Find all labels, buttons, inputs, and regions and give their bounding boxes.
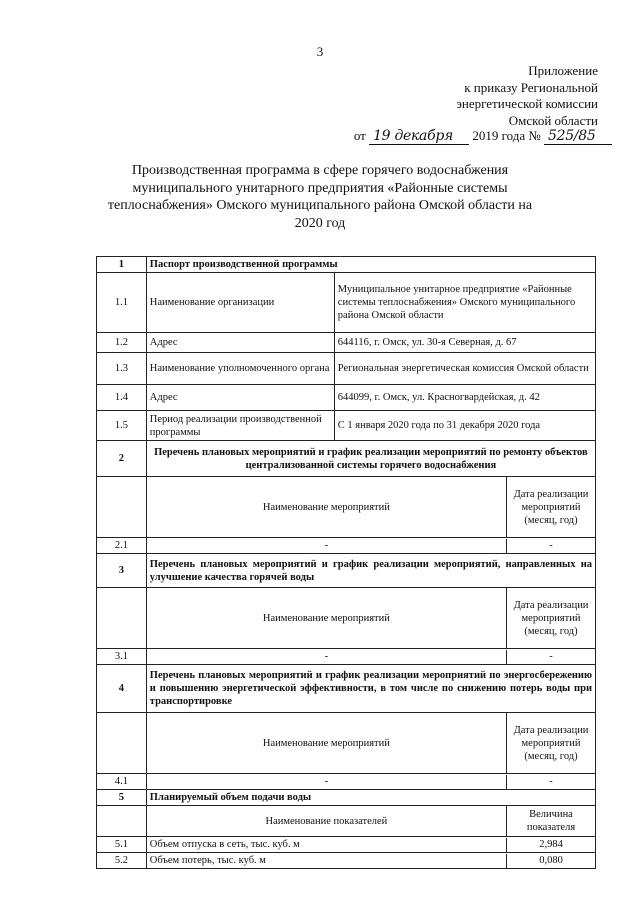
row-num: 3.1	[97, 649, 147, 665]
row-num: 1.2	[97, 333, 147, 353]
row-num: 4.1	[97, 774, 147, 790]
appendix-line-3: энергетической комиссии	[456, 96, 598, 111]
table-row	[97, 333, 596, 353]
row-date: -	[549, 775, 553, 787]
table-row	[97, 538, 596, 554]
order-date-number	[354, 128, 612, 145]
row-num: 5.1	[97, 837, 147, 853]
page-number: 3	[316, 44, 324, 59]
section-5-num: 5	[97, 790, 147, 806]
row-label: Наименование организации	[146, 273, 334, 333]
column-header-name: Наименование мероприятий	[147, 588, 507, 648]
row-num: 2.1	[97, 538, 147, 554]
section-2-columns	[97, 477, 596, 538]
section-5-title: Планируемый объем подачи воды	[146, 790, 595, 806]
order-ot: от	[353, 128, 366, 143]
row-date: -	[549, 539, 553, 551]
row-value: 644099, г. Омск, ул. Красногвардейская, д. 42	[334, 385, 595, 411]
column-header-date: Дата реализации мероприятий (месяц, год)	[513, 488, 589, 526]
section-1-title: Паспорт производственной программы	[146, 257, 595, 273]
order-year: 2019 года №	[472, 128, 541, 143]
row-value: Региональная энергетическая комиссия Омской области	[334, 353, 595, 385]
row-num: 1.4	[97, 385, 147, 411]
table-row	[97, 774, 596, 790]
table-row	[97, 649, 596, 665]
row-num: 1.5	[97, 411, 147, 441]
section-3-columns	[97, 588, 596, 649]
table-row	[97, 853, 596, 869]
row-name: Объем отпуска в сеть, тыс. куб. м	[147, 838, 507, 852]
table-row	[97, 353, 596, 385]
section-3-num: 3	[97, 554, 147, 588]
section-1-header	[97, 257, 596, 273]
appendix-line-4: Омской области	[508, 112, 598, 128]
section-5-columns	[97, 806, 596, 837]
row-num: 5.2	[97, 853, 147, 869]
row-value: С 1 января 2020 года по 31 декабря 2020 года	[334, 411, 595, 441]
section-3-title: Перечень плановых мероприятий и график реализации мероприятий, направленных на улучшение качества горячей воды	[146, 554, 595, 588]
row-label: Адрес	[146, 333, 334, 353]
section-4-columns	[97, 713, 596, 774]
appendix-header	[456, 63, 598, 129]
appendix-line-1: Приложение	[528, 63, 598, 78]
table-row	[97, 385, 596, 411]
row-date: -	[549, 650, 553, 662]
row-value: Муниципальное унитарное предприятие «Районные системы теплоснабжения» Омского муниципального района Омской области	[334, 273, 595, 333]
column-header-name: Наименование мероприятий	[147, 713, 507, 773]
row-name: -	[147, 539, 507, 553]
column-header-name: Наименование показателей	[147, 806, 507, 836]
section-2-num: 2	[97, 441, 147, 477]
row-value: 0,080	[539, 854, 563, 866]
table-row	[97, 411, 596, 441]
section-1-num: 1	[97, 257, 147, 273]
appendix-line-2: к приказу Региональной	[464, 79, 598, 95]
table-row	[97, 837, 596, 853]
column-header-date: Дата реализации мероприятий (месяц, год)	[513, 724, 589, 762]
row-label: Наименование уполномоченного органа	[146, 353, 334, 385]
section-2-header	[97, 441, 596, 477]
row-name: Объем потерь, тыс. куб. м	[147, 854, 507, 868]
row-value: 644116, г. Омск, ул. 30-я Северная, д. 67	[334, 333, 595, 353]
row-value: 2,984	[539, 838, 563, 850]
section-3-header	[97, 554, 596, 588]
row-num: 1.1	[97, 273, 147, 333]
row-label: Адрес	[146, 385, 334, 411]
row-name: -	[147, 775, 507, 789]
section-4-header	[97, 665, 596, 713]
program-table	[96, 256, 596, 869]
document-title: Производственная программа в сфере горячего водоснабжения муниципального унитарного предприятия «Районные системы теплоснабжения» Омского муниципального района Омской области на 2020 год	[107, 163, 533, 231]
section-4-num: 4	[97, 665, 147, 713]
table-row	[97, 273, 596, 333]
row-num: 1.3	[97, 353, 147, 385]
section-4-title: Перечень плановых мероприятий и график реализации мероприятий по энергосбережению и повышению энергетической эффективности, в том числе по снижению потерь воды при транспортировке	[146, 665, 595, 713]
column-header-value: Величина показателя	[526, 809, 576, 833]
row-label: Период реализации производственной программы	[146, 411, 334, 441]
column-header-name: Наименование мероприятий	[147, 477, 507, 537]
column-header-date: Дата реализации мероприятий (месяц, год)	[513, 599, 589, 637]
section-5-header	[97, 790, 596, 806]
row-name: -	[147, 650, 507, 664]
handwritten-number: 525/85	[544, 128, 612, 145]
section-2-title: Перечень плановых мероприятий и график реализации мероприятий по ремонту объектов централизованной системы горячего водоснабжения	[146, 441, 595, 477]
handwritten-date: 19 декабря	[369, 128, 469, 145]
